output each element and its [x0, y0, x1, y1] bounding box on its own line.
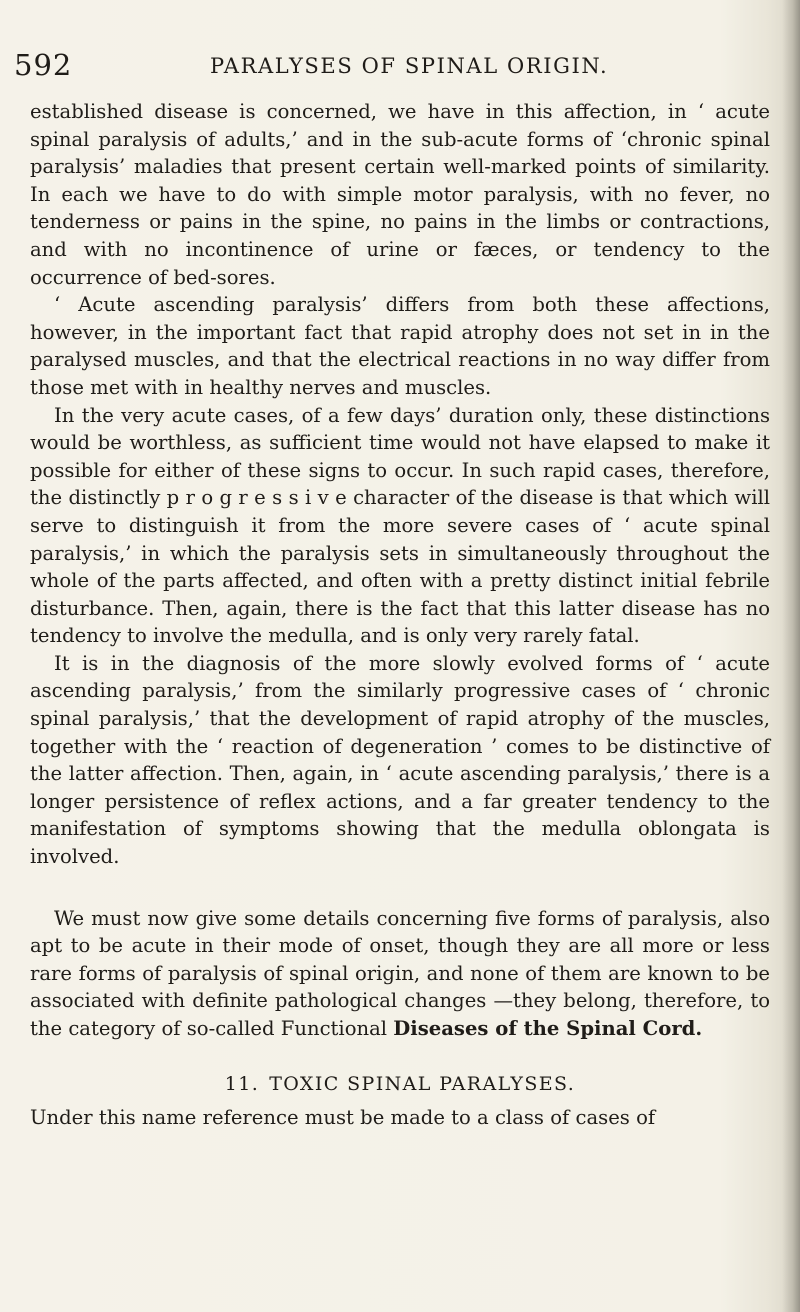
running-head: PARALYSES OF SPINAL ORIGIN.	[210, 54, 609, 78]
section-number: 11.	[224, 1072, 260, 1095]
page-header	[14, 48, 774, 88]
closing-paragraph	[30, 905, 770, 1043]
body-text	[30, 98, 770, 1132]
closing-paragraph-text: We must now give some details concerning five forms of paralysis, also apt to be acute in their mode of onset, though they are all more or less rare forms of paralysis of spinal origin, and none of them are known to be associated with definite pathological changes —they belong, therefore, to the category of so-called Functional	[30, 906, 770, 1040]
section-title	[30, 1071, 770, 1099]
section-title-text: TOXIC SPINAL PARALYSES.	[269, 1072, 576, 1095]
paragraph: established disease is concerned, we have in this affection, in ‘ acute spinal paralysis of adults,’ and in the sub-acute forms of ‘chronic spinal paralysis’ maladies that present certain well-marked points of similarity. In each we have to do with simple motor paralysis, with no fever, no tenderness or pains in the spine, no pains in the limbs or contractions, and with no incontinence of urine or fæces, or tendency to the occurrence of bed-sores.	[30, 100, 770, 289]
page-number: 592	[14, 48, 73, 82]
section-opening-line: Under this name reference must be made to a class of cases of	[30, 1106, 656, 1130]
page-edge-shadow	[782, 0, 800, 1312]
paragraph: In the very acute cases, of a few days’ duration only, these distinctions would be worthless, as sufficient time would not have elapsed to make it possible for either of these signs to occur. In such rapid cases, therefore, the distinctly p r o g r e s s i v e character of the disease is that which will serve to distinguish it from the more severe cases of ‘ acute spinal paralysis,’ in which the paralysis sets in simultaneously throughout the whole of the parts affected, and often with a pretty distinct initial febrile disturbance. Then, again, there is the fact that this latter disease has no tendency to involve the medulla, and is only very rarely fatal.	[30, 403, 770, 648]
paragraph: ‘ Acute ascending paralysis’ differs from both these affections, however, in the important fact that rapid atrophy does not set in in the paralysed muscles, and that the electrical reactions in no way differ from those met with in healthy nerves and muscles.	[30, 293, 770, 399]
paragraph: It is in the diagnosis of the more slowly evolved forms of ‘ acute ascending paralysis,’ from the similarly progressive cases of ‘ chronic spinal paralysis,’ that the development of rapid atrophy of the muscles, together with the ‘ reaction of degeneration ’ comes to be distinctive of the latter affection. Then, again, in ‘ acute ascending paralysis,’ there is a longer persistence of reflex actions, and a far greater tendency to the manifestation of symptoms showing that the medulla oblongata is involved.	[30, 651, 770, 869]
functional-diseases-heading: Diseases of the Spinal Cord.	[393, 1017, 703, 1040]
section-gap	[30, 871, 770, 905]
